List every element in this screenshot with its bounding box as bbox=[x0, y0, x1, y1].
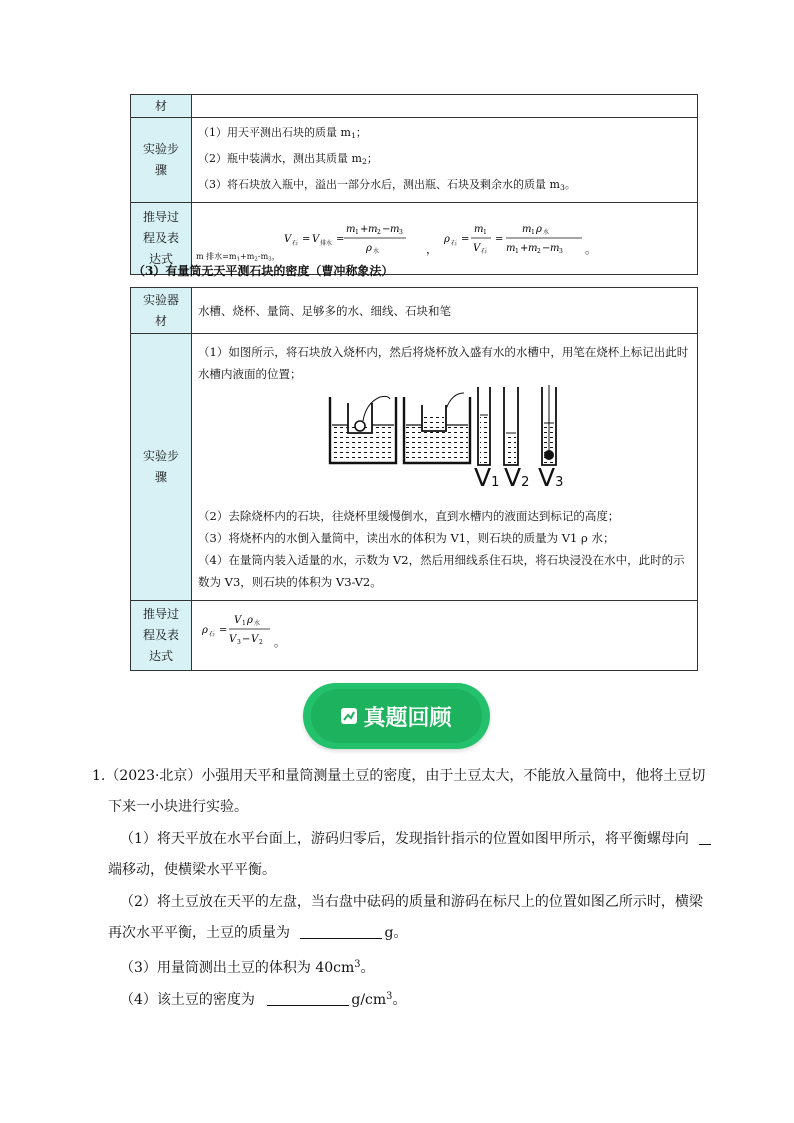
step-item: （1）用天平测出石块的质量 $m_1$； bbox=[198, 126, 367, 140]
cylinder-label-v2: V2 bbox=[504, 462, 530, 492]
derivation-label-line: 程及表 bbox=[142, 230, 179, 245]
mass-expression: m 排水$=m_1+m_2-m_3$， bbox=[196, 252, 280, 263]
svg-text:3: 3 bbox=[559, 248, 563, 256]
svg-text:V: V bbox=[251, 634, 259, 645]
derivation-label-cell bbox=[131, 601, 192, 671]
derivation-cell bbox=[192, 601, 698, 671]
answer-blank-3[interactable] bbox=[267, 991, 349, 1006]
equipment-label-line: 实验器 bbox=[142, 292, 179, 307]
measuring-cylinder-v3 bbox=[542, 385, 556, 465]
svg-text:ρ: ρ bbox=[366, 243, 372, 255]
svg-text:ρ: ρ bbox=[202, 625, 208, 636]
steps-cell bbox=[192, 118, 698, 203]
formula-cao-chong bbox=[200, 609, 280, 649]
derivation-label-line: 达式 bbox=[148, 649, 173, 663]
svg-text:3: 3 bbox=[237, 639, 241, 646]
equipment-label-line: 材 bbox=[154, 313, 167, 328]
svg-text:2: 2 bbox=[537, 248, 541, 256]
steps-label-line: 骤 bbox=[154, 162, 167, 177]
cylinder-v1-sub: 1 bbox=[491, 474, 500, 490]
equipment-text: 水槽、烧杯、量筒、足够多的水、细线、石块和笔 bbox=[198, 303, 451, 318]
step-4-text: （4）在量筒内装入适量的水，示数为 V2，然后用细线系住石块，将石块浸没在水中，此时的示数为 V3，则石块的体积为 V3-V2。 bbox=[198, 552, 685, 589]
formula-density bbox=[442, 218, 592, 258]
comma: ， bbox=[426, 242, 438, 257]
badge-title: 真题回顾 bbox=[363, 705, 452, 731]
cylinder-label-v3: V3 bbox=[538, 462, 564, 492]
svg-text:=: = bbox=[495, 234, 504, 246]
svg-text:V: V bbox=[234, 615, 242, 626]
question-part-2: （2）将土豆放在天平的左盘，当右盘中砝码的质量和游码在标尺上的位置如图乙所示时，横梁 bbox=[120, 894, 703, 910]
svg-text:=: = bbox=[461, 234, 470, 246]
steps-label-line: 实验步 bbox=[142, 141, 179, 156]
svg-text:水: 水 bbox=[254, 620, 261, 627]
svg-text:−: − bbox=[382, 224, 391, 236]
section-heading: （3）有量筒无天平测石块的密度（曹冲称象法） bbox=[133, 264, 394, 278]
question-part-3: （3）用量筒测出土豆的体积为 $40cm^3$。 bbox=[120, 959, 375, 976]
svg-text:水: 水 bbox=[373, 248, 380, 256]
svg-text:1: 1 bbox=[242, 620, 246, 627]
svg-text:+: + bbox=[360, 224, 369, 236]
svg-text:m: m bbox=[390, 224, 400, 236]
section-badge bbox=[303, 683, 490, 749]
svg-text:m: m bbox=[474, 224, 484, 236]
steps-cell bbox=[192, 334, 698, 601]
svg-text:=: = bbox=[302, 234, 311, 246]
svg-text:ρ: ρ bbox=[444, 234, 450, 246]
experiment-figure bbox=[198, 385, 691, 505]
equipment-label-cell bbox=[131, 95, 192, 118]
derivation-label-line: 程及表 bbox=[142, 628, 179, 642]
svg-text:m: m bbox=[506, 243, 516, 255]
answer-blank-2[interactable] bbox=[300, 924, 382, 939]
svg-text:石: 石 bbox=[292, 240, 299, 248]
water-tank-2 bbox=[404, 393, 470, 463]
question-part-1: （1）将天平放在水平台面上，游码归零后，发现指针指示的位置如图甲所示，将平衡螺母向 bbox=[120, 829, 711, 849]
svg-text:m: m bbox=[550, 243, 560, 255]
svg-text:−: − bbox=[242, 634, 251, 645]
svg-text:m: m bbox=[368, 224, 378, 236]
svg-text:水: 水 bbox=[543, 229, 550, 237]
equipment-label-cell bbox=[131, 288, 192, 334]
svg-text:V: V bbox=[229, 634, 237, 645]
chart-icon bbox=[341, 708, 357, 724]
water-tank-1 bbox=[330, 396, 396, 463]
svg-text:排水: 排水 bbox=[320, 240, 333, 248]
question-intro-cont: 下来一小块进行实验。 bbox=[108, 799, 248, 815]
question-part-4: （4）该土豆的密度为 $g/cm^3$。 bbox=[120, 991, 407, 1008]
step-3-text: （3）将烧杯内的水倒入量筒中，读出水的体积为 V1，则石块的质量为 V1 ρ 水； bbox=[198, 530, 615, 545]
period: 。 bbox=[585, 242, 597, 257]
steps-label-cell bbox=[131, 334, 192, 601]
svg-text:V: V bbox=[473, 243, 481, 255]
cylinder-label-v1: V1 bbox=[474, 462, 500, 492]
measuring-cylinder-v1 bbox=[478, 387, 490, 465]
svg-text:1: 1 bbox=[531, 229, 535, 237]
question-intro: 1.（2023·北京）小强用天平和量筒测量土豆的密度，由于土豆太大，不能放入量筒中，他将土豆切 bbox=[92, 768, 706, 784]
period: 。 bbox=[274, 635, 286, 649]
step-item: （2）瓶中装满水，测出其质量 $m_2$； bbox=[198, 151, 378, 166]
steps-label-cell bbox=[131, 118, 192, 203]
equipment-cell bbox=[192, 288, 698, 334]
svg-text:石: 石 bbox=[209, 631, 216, 638]
svg-text:石: 石 bbox=[451, 240, 458, 248]
svg-text:=: = bbox=[219, 625, 228, 636]
step-1-text: （1）如图所示，将石块放入烧杯内，然后将烧杯放入盛有水的水槽中，用笔在烧杯上标记出此时水槽内液面的位置； bbox=[198, 344, 689, 381]
svg-text:3: 3 bbox=[399, 229, 403, 237]
derivation-label-line: 达式 bbox=[148, 251, 173, 266]
svg-text:m: m bbox=[528, 243, 538, 255]
svg-text:ρ: ρ bbox=[536, 224, 542, 236]
step-2-text: （2）去除烧杯内的石块，往烧杯里缓慢倒水，直到水槽内的液面达到标记的高度； bbox=[198, 508, 620, 523]
derivation-label-line: 推导过 bbox=[142, 209, 179, 224]
svg-text:2: 2 bbox=[377, 229, 381, 237]
steps-label-line: 实验步 bbox=[142, 449, 179, 463]
cylinder-v2-sub: 2 bbox=[521, 474, 530, 490]
svg-text:1: 1 bbox=[515, 248, 519, 256]
svg-text:1: 1 bbox=[355, 229, 359, 237]
svg-text:2: 2 bbox=[259, 639, 263, 646]
measuring-cylinder-v2 bbox=[504, 387, 518, 465]
derivation-label-line: 推导过 bbox=[142, 607, 179, 621]
svg-text:1: 1 bbox=[483, 229, 487, 237]
step-item: （3）将石块放入瓶中，溢出一部分水后，测出瓶、石块及剩余水的质量 $m_3$。 bbox=[198, 177, 576, 192]
equipment-cell bbox=[192, 95, 698, 118]
steps-label-line: 骤 bbox=[154, 470, 167, 484]
svg-text:=: = bbox=[336, 234, 345, 246]
cylinder-v3-sub: 3 bbox=[555, 474, 564, 490]
method-table-1 bbox=[130, 94, 698, 275]
svg-text:+: + bbox=[520, 243, 529, 255]
svg-text:m: m bbox=[346, 224, 356, 236]
answer-blank-1[interactable] bbox=[699, 830, 711, 845]
svg-text:石: 石 bbox=[481, 248, 488, 256]
svg-text:V: V bbox=[284, 234, 292, 246]
svg-text:V: V bbox=[312, 234, 320, 246]
svg-text:ρ: ρ bbox=[247, 615, 253, 626]
question-part-1-cont: 端移动，使横梁水平平衡。 bbox=[108, 862, 276, 878]
equipment-label: 材 bbox=[154, 98, 167, 113]
svg-text:−: − bbox=[542, 243, 551, 255]
svg-text:m: m bbox=[522, 224, 532, 236]
method-table-2 bbox=[130, 287, 698, 671]
question-part-2-cont: 再次水平平衡，土豆的质量为 g。 bbox=[108, 925, 408, 941]
